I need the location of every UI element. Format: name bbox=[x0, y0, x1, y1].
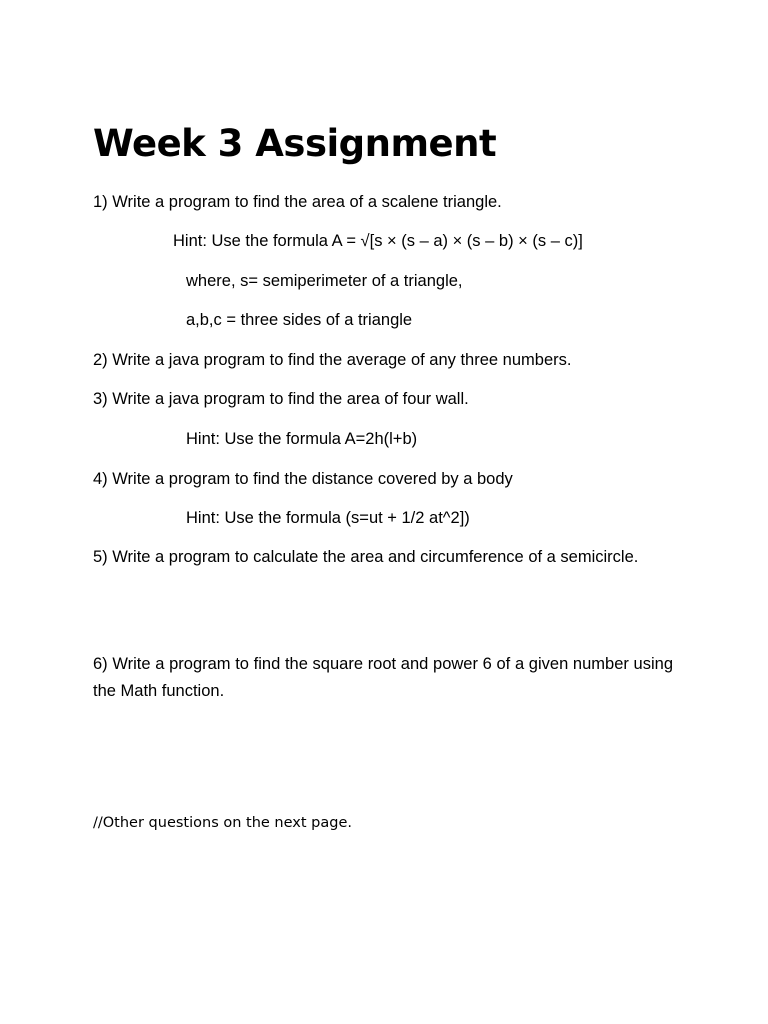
question-1-sides: a,b,c = three sides of a triangle bbox=[186, 311, 413, 329]
question-4-hint: Hint: Use the formula (s=ut + 1/2 at^2]) bbox=[186, 509, 470, 527]
question-1-where: where, s= semiperimeter of a triangle, bbox=[186, 272, 463, 290]
question-4: 4) Write a program to find the distance covered by a body bbox=[93, 470, 513, 488]
question-1-hint: Hint: Use the formula A = √[s × (s – a) × (s – b) × (s – c)] bbox=[173, 232, 583, 250]
question-1: 1) Write a program to find the area of a scalene triangle. bbox=[93, 193, 502, 211]
question-5: 5) Write a program to calculate the area and circumference of a semicircle. bbox=[93, 548, 639, 566]
footer-note: //Other questions on the next page. bbox=[93, 815, 352, 831]
question-3-hint: Hint: Use the formula A=2h(l+b) bbox=[186, 430, 418, 448]
question-2: 2) Write a java program to find the average of any three numbers. bbox=[93, 351, 572, 369]
question-6: 6) Write a program to find the square root and power 6 of a given number using the Math function. bbox=[93, 655, 673, 700]
page-title: Week 3 Assignment bbox=[93, 122, 497, 165]
question-3: 3) Write a java program to find the area of four wall. bbox=[93, 390, 469, 408]
